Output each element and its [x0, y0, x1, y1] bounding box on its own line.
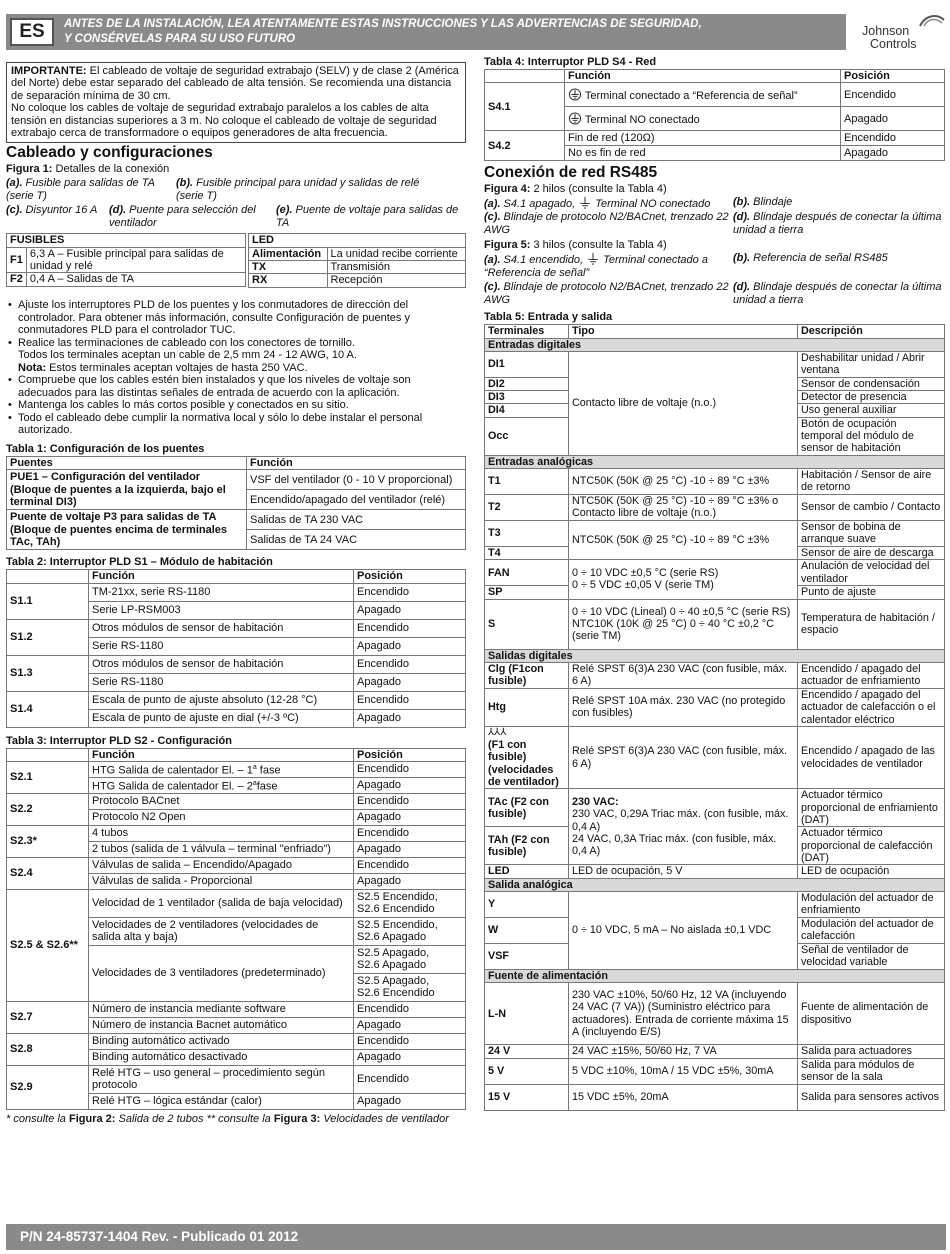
table-row	[7, 889, 466, 917]
pld-s1-table	[6, 569, 466, 727]
switch-function: Binding automático desactivado	[89, 1049, 354, 1065]
figure-5-legend	[484, 252, 945, 308]
switch-function: 4 tubos	[89, 825, 354, 841]
led-key: Alimentación	[249, 247, 328, 260]
switch-position: Apagado	[354, 841, 466, 857]
terminal: W	[485, 917, 569, 943]
table-row	[485, 351, 945, 377]
table-row	[485, 1045, 945, 1058]
switch-function: Relé HTG – lógica estándar (calor)	[89, 1093, 354, 1109]
col-header	[485, 70, 565, 83]
switch-function: Fin de red (120Ω)	[565, 131, 841, 146]
switch-position: Apagado	[354, 1049, 466, 1065]
johnson-controls-logo	[856, 14, 946, 54]
table-row	[485, 83, 945, 107]
switch-id: S2.2	[7, 793, 89, 825]
terminal-description: Señal de ventilador de velocidad variable	[798, 943, 945, 969]
list-item: • Ajuste los interruptores PLD de los puentes y los conmutadores de dirección del controlador. Para obtener más información, consulte Configuración de puentes y conmutadores PLD para el controlador TUC.	[6, 299, 466, 337]
ground-icon	[578, 196, 592, 209]
legend-item-d: (d). Blindaje después de conectar la última unidad a tierra	[733, 211, 942, 236]
terminal: SP	[485, 586, 569, 599]
warning-line-2: Y CONSÉRVELAS PARA SU USO FUTURO	[64, 33, 296, 45]
switch-id: S2.8	[7, 1033, 89, 1065]
switch-position: Apagado	[354, 601, 466, 619]
terminal-description: Salida para módulos de sensor de la sala	[798, 1058, 945, 1084]
switch-position: Apagado	[354, 777, 466, 793]
switch-function: No es fin de red	[565, 146, 841, 161]
terminal: DI4	[485, 404, 569, 417]
section-row	[485, 649, 945, 662]
switch-id: S2.3*	[7, 825, 89, 857]
col-header: Tipo	[569, 325, 798, 338]
table-row	[485, 688, 945, 726]
terminal: 15 V	[485, 1084, 569, 1110]
table-row	[485, 726, 945, 788]
switch-function: Terminal NO conectado	[565, 107, 841, 131]
switch-position: Encendido	[354, 761, 466, 777]
switch-id: S1.1	[7, 583, 89, 619]
terminal-description: Salida para sensores activos	[798, 1084, 945, 1110]
table-row	[485, 468, 945, 494]
table-row	[485, 560, 945, 586]
switch-position: Apagado	[354, 1017, 466, 1033]
switch-id: S2.1	[7, 761, 89, 793]
fuse-key: F1	[7, 247, 27, 273]
col-header: Posición	[354, 748, 466, 761]
switch-position: Encendido	[354, 1033, 466, 1049]
table-row	[249, 261, 466, 274]
col-header	[7, 570, 89, 583]
terminal-description: Salida para actuadores	[798, 1045, 945, 1058]
jumper-function: Salidas de TA 24 VAC	[247, 530, 466, 550]
table-row	[7, 1001, 466, 1017]
table-5-title: Tabla 5: Entrada y salida	[484, 311, 613, 324]
led-value: Transmisión	[327, 261, 466, 274]
terminal: 5 V	[485, 1058, 569, 1084]
table-row	[7, 1065, 466, 1093]
switch-function: Serie RS-1180	[89, 673, 354, 691]
table-row	[7, 793, 466, 809]
switch-function: Velocidades de 3 ventiladores (predeterminado)	[89, 945, 354, 1001]
table-row	[485, 865, 945, 878]
legend-item-d: (d). Blindaje después de conectar la última unidad a tierra	[733, 281, 942, 306]
switch-position: S2.5 Encendido, S2.6 Apagado	[354, 917, 466, 945]
legend-item-d: (d). Puente para selección del ventilador	[109, 204, 256, 229]
terminal-description: Modulación del actuador de enfriamiento	[798, 891, 945, 917]
table-row	[7, 583, 466, 601]
bullet-text-extra: Todos los terminales aceptan un cable de 2,5 mm 24 - 12 AWG, 10 A.	[18, 349, 357, 362]
bullet-text: Realice las terminaciones de cableado con los conectores de tornillo.	[18, 336, 355, 349]
legend-item-a: (a). S4.1 encendido, Terminal conectado a “Referencia de señal”	[484, 254, 708, 279]
wiring-title: Cableado y configuraciones	[6, 144, 213, 162]
col-header: Posición	[354, 570, 466, 583]
terminal-description: Deshabilitar unidad / Abrir ventana	[798, 351, 945, 377]
terminal-type: Contacto libre de voltaje (n.o.)	[569, 351, 798, 455]
table-2-title: Tabla 2: Interruptor PLD S1 – Módulo de habitación	[6, 556, 273, 569]
list-item: • Todo el cableado debe cumplir la normativa local y sólo lo debe instalar el personal autorizado.	[6, 412, 466, 437]
section-row	[485, 455, 945, 468]
col-header: Función	[89, 570, 354, 583]
switch-function: 2 tubos (salida de 1 válvula – terminal "enfriado")	[89, 841, 354, 857]
terminal-type: 5 VDC ±10%, 10mA / 15 VDC ±5%, 30mA	[569, 1058, 798, 1084]
page-footer: P/N 24-85737-1404 Rev. - Publicado 01 2012	[6, 1224, 946, 1250]
switch-position: Apagado	[354, 673, 466, 691]
page-header	[6, 14, 846, 50]
terminal-type: 230 VAC: 230 VAC, 0,29A Triac máx. (con fusible, máx. 0,4 A) 24 VAC, 0,3A Triac máx. (con fusible, máx. 0,4 A)	[569, 789, 798, 865]
signal-reference-icon	[568, 88, 582, 101]
switch-position: Apagado	[354, 1093, 466, 1109]
switch-position: S2.5 Apagado, S2.6 Apagado	[354, 945, 466, 973]
switch-id: S1.4	[7, 691, 89, 727]
switch-position: Encendido	[354, 655, 466, 673]
signal-reference-icon	[568, 112, 582, 125]
switch-position: Encendido	[354, 857, 466, 873]
table-row	[485, 891, 945, 917]
switch-id: S4.2	[485, 131, 565, 161]
table-3-title: Tabla 3: Interruptor PLD S2 - Configuración	[6, 734, 232, 747]
table-row	[7, 655, 466, 673]
switch-function: Relé HTG – uso general – procedimiento según protocolo	[89, 1065, 354, 1093]
terminal-type: NTC50K (50K @ 25 °C) -10 ÷ 89 °C ±3%	[569, 468, 798, 494]
col-header: Descripción	[798, 325, 945, 338]
figure-1-legend	[6, 177, 466, 231]
switch-position: Encendido	[354, 793, 466, 809]
terminal: T4	[485, 546, 569, 559]
jumper-function: Salidas de TA 230 VAC	[247, 510, 466, 530]
legend-item-b: (b). Fusible principal para unidad y salidas de relé (serie T)	[176, 177, 420, 202]
terminal-type: 0 ÷ 10 VDC, 5 mA – No aislada ±0,1 VDC	[569, 891, 798, 969]
switch-function: Otros módulos de sensor de habitación	[89, 619, 354, 637]
table-row	[485, 1058, 945, 1084]
switch-function: Terminal conectado a “Referencia de señal”	[565, 83, 841, 107]
terminal-description: Fuente de alimentación de dispositivo	[798, 983, 945, 1045]
jumper-name: Puente de voltaje P3 para salidas de TA (Bloque de puentes encima de terminales TAc, TAh)	[7, 510, 247, 550]
table-row	[7, 619, 466, 637]
table-row	[7, 857, 466, 873]
switch-position: Encendido	[354, 1065, 466, 1093]
safety-warning-heading	[64, 17, 844, 47]
terminal-type: Relé SPST 6(3)A 230 VAC (con fusible, máx. 6 A)	[569, 662, 798, 688]
signal-reference-icon	[586, 252, 600, 265]
switch-position: Encendido	[354, 583, 466, 601]
terminal-description: Encendido / apagado del actuador de enfriamiento	[798, 662, 945, 688]
led-key: RX	[249, 274, 328, 287]
jumper-function: VSF del ventilador (0 - 10 V proporcional)	[247, 470, 466, 490]
switch-id: S2.5 & S2.6**	[7, 889, 89, 1001]
table-row	[7, 247, 246, 273]
switch-id: S1.3	[7, 655, 89, 691]
fuse-led-tables	[6, 233, 466, 297]
important-notice	[6, 62, 466, 143]
installation-bullets	[6, 299, 466, 437]
table-row	[7, 470, 466, 490]
legend-item-e: (e). Puente de voltaje para salidas de TA	[276, 204, 459, 229]
terminal: T3	[485, 520, 569, 546]
table-row	[7, 691, 466, 709]
col-header: Puentes	[7, 456, 247, 469]
figure-1-caption	[6, 163, 466, 176]
table-4-title: Tabla 4: Interruptor PLD S4 - Red	[484, 56, 657, 68]
rs485-title: Conexión de red RS485	[484, 164, 658, 182]
switch-position: Apagado	[354, 709, 466, 727]
terminal: VSF	[485, 943, 569, 969]
legend-item-a: (a). S4.1 apagado, Terminal NO conectado	[484, 198, 711, 211]
terminal-type: Relé SPST 10A máx. 230 VAC (no protegido con fusibles)	[569, 688, 798, 726]
terminal-description: Sensor de cambio / Contacto	[798, 494, 945, 520]
terminal: TAh (F2 con fusible)	[485, 827, 569, 865]
table-row	[485, 983, 945, 1045]
terminal-description: Detector de presencia	[798, 391, 945, 404]
section-row	[485, 969, 945, 982]
terminal-description: Anulación de velocidad del ventilador	[798, 560, 945, 586]
col-header: Posición	[841, 70, 945, 83]
terminal: Occ	[485, 417, 569, 455]
fuses-table	[6, 233, 246, 286]
terminal: T1	[485, 468, 569, 494]
logo-text-controls: Controls	[870, 37, 917, 51]
table-row	[485, 599, 945, 649]
terminal: Y	[485, 891, 569, 917]
switch-function: Otros módulos de sensor de habitación	[89, 655, 354, 673]
important-text-2: No coloque los cables de voltaje de seguridad extrabajo paralelos a los cables de alta tensión en distancias superiores a 3 m. No coloque el cableado de voltaje de seguridad extrabajo cerca de transformadore o equipos generadores de alta frecuencia.	[11, 102, 437, 140]
legend-item-c: (c). Disyuntor 16 A	[6, 204, 98, 217]
terminal: TAc (F2 con fusible)	[485, 789, 569, 827]
note-text: Estos terminales aceptan voltajes de hasta 250 VAC.	[46, 361, 308, 374]
left-column	[6, 62, 466, 1126]
table-row	[7, 761, 466, 777]
fuse-key: F2	[7, 273, 27, 286]
important-text-1: El cableado de voltaje de seguridad extrabajo (SELV) y de clase 2 (América del Norte) debe estar separado del cableado de alta tensión. Se recomienda una distancia de separación mínima de 30 cm.	[11, 65, 459, 102]
list-item: • Compruebe que los cables estén bien instalados y que los niveles de voltaje son adecuados para las distintas señales de entrada de acuerdo con la aplicación.	[6, 374, 466, 399]
terminal-description: Sensor de aire de descarga	[798, 546, 945, 559]
section-title: Entradas analógicas	[485, 455, 945, 468]
section-title: Salida analógica	[485, 878, 945, 891]
pld-s4-table	[484, 69, 945, 161]
terminal-description: Punto de ajuste	[798, 586, 945, 599]
table-row	[485, 494, 945, 520]
figure-1-label: Figura 1:	[6, 163, 53, 176]
switch-function: Binding automático activado	[89, 1033, 354, 1049]
terminal-description: Encendido / apagado de las velocidades de ventilador	[798, 726, 945, 788]
switch-function: Escala de punto de ajuste en dial (+/-3 ºC)	[89, 709, 354, 727]
jumpers-table	[6, 456, 466, 550]
section-title: Entradas digitales	[485, 338, 945, 351]
legend-item-b: (b). Referencia de señal RS485	[733, 252, 888, 265]
figure-4-legend	[484, 196, 945, 238]
led-table	[248, 233, 466, 287]
table-row	[485, 662, 945, 688]
right-column	[484, 55, 945, 1111]
switch-id: S2.4	[7, 857, 89, 889]
table-row	[485, 1084, 945, 1110]
led-value: La unidad recibe corriente	[327, 247, 466, 260]
legend-item-c: (c). Blindaje de protocolo N2/BACnet, trenzado 22 AWG	[484, 211, 729, 236]
terminal: T2	[485, 494, 569, 520]
legend-item-a: (a). Fusible para salidas de TA (serie T)	[6, 177, 155, 202]
table-row	[249, 247, 466, 260]
language-badge: ES	[10, 18, 54, 46]
switch-function: Número de instancia mediante software	[89, 1001, 354, 1017]
pld-s2-table	[6, 748, 466, 1110]
switch-function: Velocidad de 1 ventilador (salida de baja velocidad)	[89, 889, 354, 917]
switch-function: Protocolo BACnet	[89, 793, 354, 809]
col-header: Función	[565, 70, 841, 83]
terminal-description: Actuador térmico proporcional de calefacción (DAT)	[798, 827, 945, 865]
switch-function: HTG Salida de calentador El. – 1$^a$ fase	[89, 761, 354, 777]
switch-id: S1.2	[7, 619, 89, 655]
table-row	[485, 789, 945, 827]
terminal: Htg	[485, 688, 569, 726]
terminal-type: Relé SPST 6(3)A 230 VAC (con fusible, máx. 6 A)	[569, 726, 798, 788]
terminal-type: 0 ÷ 10 VDC (Lineal) 0 ÷ 40 ±0,5 °C (serie RS) NTC10K (10K @ 25 °C) 0 ÷ 40 °C ±0,2 °C (serie TM)	[569, 599, 798, 649]
logo-text-johnson: Johnson	[862, 24, 910, 38]
figure-5-caption: Figura 5: 3 hilos (consulte la Tabla 4)	[484, 239, 667, 252]
figure-4-caption: Figura 4: 2 hilos (consulte la Tabla 4)	[484, 183, 667, 196]
fuse-value: 6,3 A – Fusible principal para salidas de unidad y relé	[26, 247, 245, 273]
terminal-description: Modulación del actuador de calefacción	[798, 917, 945, 943]
terminal: 24 V	[485, 1045, 569, 1058]
switch-position: S2.5 Encendido, S2.6 Encendido	[354, 889, 466, 917]
switch-position: Encendido	[841, 131, 945, 146]
terminal: Clg (F1con fusible)	[485, 662, 569, 688]
legend-item-c: (c). Blindaje de protocolo N2/BACnet, trenzado 22 AWG	[484, 281, 729, 306]
terminal-type: 0 ÷ 10 VDC ±0,5 °C (serie RS) 0 ÷ 5 VDC ±0,05 V (serie TM)	[569, 560, 798, 599]
switch-position: Apagado	[354, 809, 466, 825]
switch-function: Escala de punto de ajuste absoluto (12-28 °C)	[89, 691, 354, 709]
switch-function: Válvulas de salida – Encendido/Apagado	[89, 857, 354, 873]
terminal: L-N	[485, 983, 569, 1045]
switch-function: Protocolo N2 Open	[89, 809, 354, 825]
terminal-type: 24 VAC ±15%, 50/60 Hz, 7 VA	[569, 1045, 798, 1058]
table-row	[7, 510, 466, 530]
section-title: Fuente de alimentación	[485, 969, 945, 982]
fan-icon: ⅄⅄⅄	[488, 726, 507, 738]
terminal-description: Botón de ocupación temporal del módulo de sensor de habitación	[798, 417, 945, 455]
terminal-type: NTC50K (50K @ 25 °C) -10 ÷ 89 °C ±3% o Contacto libre de voltaje (n.o.)	[569, 494, 798, 520]
table-row	[485, 520, 945, 546]
table-row	[249, 274, 466, 287]
section-row	[485, 338, 945, 351]
list-item: • Mantenga los cables lo más cortos posible y conectados en su sitio.	[6, 399, 466, 412]
terminal: ⅄⅄⅄ (F1 con fusible) (velocidades de ventilador)	[485, 726, 569, 788]
led-value: Recepción	[327, 274, 466, 287]
terminal-description: Uso general auxiliar	[798, 404, 945, 417]
terminal: DI2	[485, 377, 569, 390]
table-3-footnote: * consulte la Figura 2: Salida de 2 tubos ** consulte la Figura 3: Velocidades de ventilador	[6, 1112, 449, 1125]
terminal-description: Sensor de condensación	[798, 377, 945, 390]
jumper-name: PUE1 – Configuración del ventilador (Bloque de puentes a la izquierda, bajo el terminal DI3)	[7, 470, 247, 510]
warning-line-1: ANTES DE LA INSTALACIÓN, LEA ATENTAMENTE ESTAS INSTRUCCIONES Y LAS ADVERTENCIAS DE SEGURIDAD,	[64, 18, 702, 30]
section-title: Salidas digitales	[485, 649, 945, 662]
switch-function: HTG Salida de calentador El. – 2$^a$fase	[89, 777, 354, 793]
legend-item-b: (b). Blindaje	[733, 196, 793, 209]
figure-1-text: Detalles de la conexión	[52, 163, 170, 176]
switch-function: Serie LP-RSM003	[89, 601, 354, 619]
terminal: FAN	[485, 560, 569, 586]
terminal-description: Actuador térmico proporcional de enfriamiento (DAT)	[798, 789, 945, 827]
switch-position: Apagado	[841, 146, 945, 161]
terminal-description: Temperatura de habitación / espacio	[798, 599, 945, 649]
switch-function: Válvulas de salida - Proporcional	[89, 873, 354, 889]
switch-function: TM-21xx, serie RS-1180	[89, 583, 354, 601]
jumper-function: Encendido/apagado del ventilador (relé)	[247, 490, 466, 510]
col-header: Función	[247, 456, 466, 469]
terminal: LED	[485, 865, 569, 878]
important-label: IMPORTANTE:	[11, 65, 87, 77]
fuses-title: FUSIBLES	[7, 234, 246, 247]
switch-function: Serie RS-1180	[89, 637, 354, 655]
terminal-type: NTC50K (50K @ 25 °C) -10 ÷ 89 °C ±3%	[569, 520, 798, 559]
switch-id: S4.1	[485, 83, 565, 131]
switch-function: Número de instancia Bacnet automático	[89, 1017, 354, 1033]
table-1-title: Tabla 1: Configuración de los puentes	[6, 442, 205, 455]
logo-swirl-icon	[918, 14, 946, 28]
switch-position: Encendido	[841, 83, 945, 107]
table-row	[7, 1033, 466, 1049]
terminal-description: Habitación / Sensor de aire de retorno	[798, 468, 945, 494]
terminal-type: 230 VAC ±10%, 50/60 Hz, 12 VA (incluyendo 24 VAC (7 VA)) (Suministro eléctrico para actuadores). Entrada de corriente máxima 15 A (incluyendo E/S)	[569, 983, 798, 1045]
section-row	[485, 878, 945, 891]
table-row	[7, 273, 246, 286]
led-key: TX	[249, 261, 328, 274]
switch-position: Encendido	[354, 1001, 466, 1017]
switch-id: S2.7	[7, 1001, 89, 1033]
terminal-type: 15 VDC ±5%, 20mA	[569, 1084, 798, 1110]
switch-position: Apagado	[841, 107, 945, 131]
col-header: Terminales	[485, 325, 569, 338]
terminal-type: LED de ocupación, 5 V	[569, 865, 798, 878]
table-row	[485, 131, 945, 146]
terminal: DI1	[485, 351, 569, 377]
terminal: S	[485, 599, 569, 649]
terminal: DI3	[485, 391, 569, 404]
list-item	[6, 337, 466, 375]
switch-id: S2.9	[7, 1065, 89, 1109]
terminal-description: Encendido / apagado del actuador de calefacción o el calentador eléctrico	[798, 688, 945, 726]
note-label: Nota:	[18, 361, 47, 374]
col-header	[7, 748, 89, 761]
switch-position: Apagado	[354, 637, 466, 655]
switch-position: Encendido	[354, 691, 466, 709]
terminal-description: Sensor de bobina de arranque suave	[798, 520, 945, 546]
led-title: LED	[249, 234, 466, 247]
table-row	[7, 825, 466, 841]
fuse-value: 0,4 A – Salidas de TA	[26, 273, 245, 286]
switch-position: Encendido	[354, 619, 466, 637]
switch-function: Velocidades de 2 ventiladores (velocidades de salida alta y baja)	[89, 917, 354, 945]
io-table	[484, 324, 945, 1110]
switch-position: Apagado	[354, 873, 466, 889]
col-header: Función	[89, 748, 354, 761]
terminal-description: LED de ocupación	[798, 865, 945, 878]
switch-position: S2.5 Apagado, S2.6 Encendido	[354, 973, 466, 1001]
switch-position: Encendido	[354, 825, 466, 841]
